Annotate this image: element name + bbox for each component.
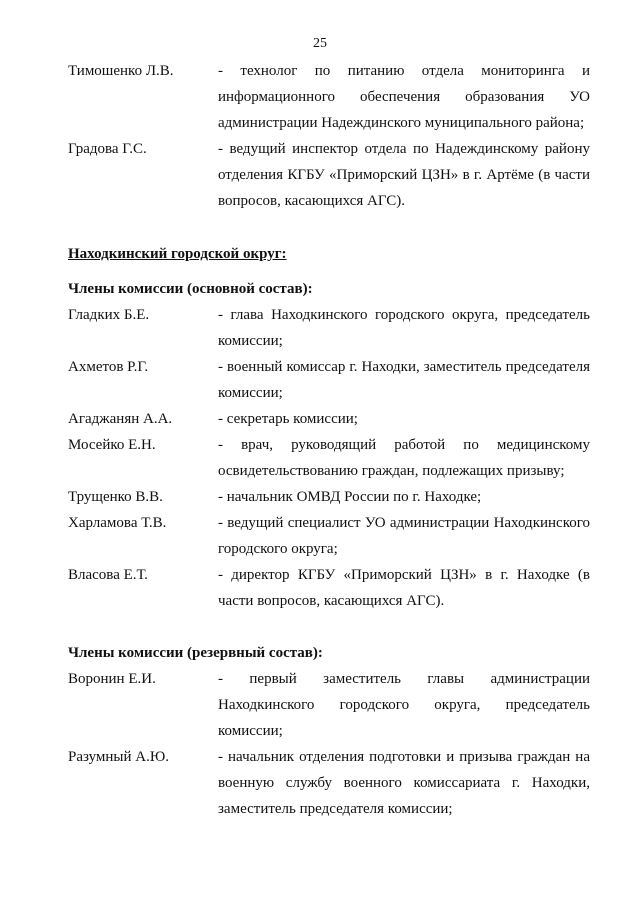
member-name: Градова Г.С. (68, 141, 147, 157)
member-role: - директор КГБУ «Приморский ЦЗН» в г. Находке (в части вопросов, касающихся АГС). (218, 567, 590, 609)
member-role: - военный комиссар г. Находки, заместитель председателя комиссии; (218, 359, 590, 401)
member-name: Агаджанян А.А. (68, 411, 173, 427)
member-role: - первый заместитель главы администрации Находкинского городского округа, председатель комиссии; (218, 671, 590, 739)
reserve-composition-heading: Члены комиссии (резервный состав): (68, 645, 323, 661)
section-title: Находкинский городской округ: (68, 246, 287, 262)
member-name: Разумный А.Ю. (68, 749, 170, 765)
member-role: - врач, руководящий работой по медицинскому освидетельствованию граждан, подлежащих призыву; (218, 437, 590, 479)
main-composition-heading: Члены комиссии (основной состав): (68, 281, 313, 297)
member-entry (68, 432, 590, 484)
member-name: Трущенко В.В. (68, 489, 163, 505)
member-entry (68, 302, 590, 354)
member-entry (68, 744, 590, 822)
member-entry (68, 406, 590, 432)
member-entry (68, 484, 590, 510)
page-number: 25 (313, 36, 327, 51)
member-entry (68, 136, 590, 214)
member-entry (68, 510, 590, 562)
member-name: Мосейко Е.Н. (68, 437, 156, 453)
member-role: - начальник ОМВД России по г. Находке; (218, 489, 482, 505)
member-role: - ведущий специалист УО администрации Находкинского городского округа; (218, 515, 590, 557)
member-role: - технолог по питанию отдела мониторинга и информационного обеспечения образования УО администрации Надеждинского муниципального района; (218, 63, 590, 131)
member-entry (68, 562, 590, 614)
member-role: - глава Находкинского городского округа, председатель комиссии; (218, 307, 590, 349)
member-name: Воронин Е.И. (68, 671, 156, 687)
member-name: Тимошенко Л.В. (68, 63, 174, 79)
member-name: Ахметов Р.Г. (68, 359, 149, 375)
member-role: - ведущий инспектор отдела по Надеждинскому району отделения КГБУ «Приморский ЦЗН» в г. Артёме (в части вопросов, касающихся АГС). (218, 141, 590, 209)
member-name: Гладких Б.Е. (68, 307, 150, 323)
member-entry (68, 666, 590, 744)
member-entry (68, 58, 590, 136)
member-entry (68, 354, 590, 406)
member-role: - начальник отделения подготовки и призыва граждан на военную службу военного комиссариата г. Находки, заместитель председателя комиссии; (218, 749, 590, 817)
member-name: Харламова Т.В. (68, 515, 167, 531)
document-body (68, 58, 590, 822)
member-role: - секретарь комиссии; (218, 411, 358, 427)
member-name: Власова Е.Т. (68, 567, 148, 583)
